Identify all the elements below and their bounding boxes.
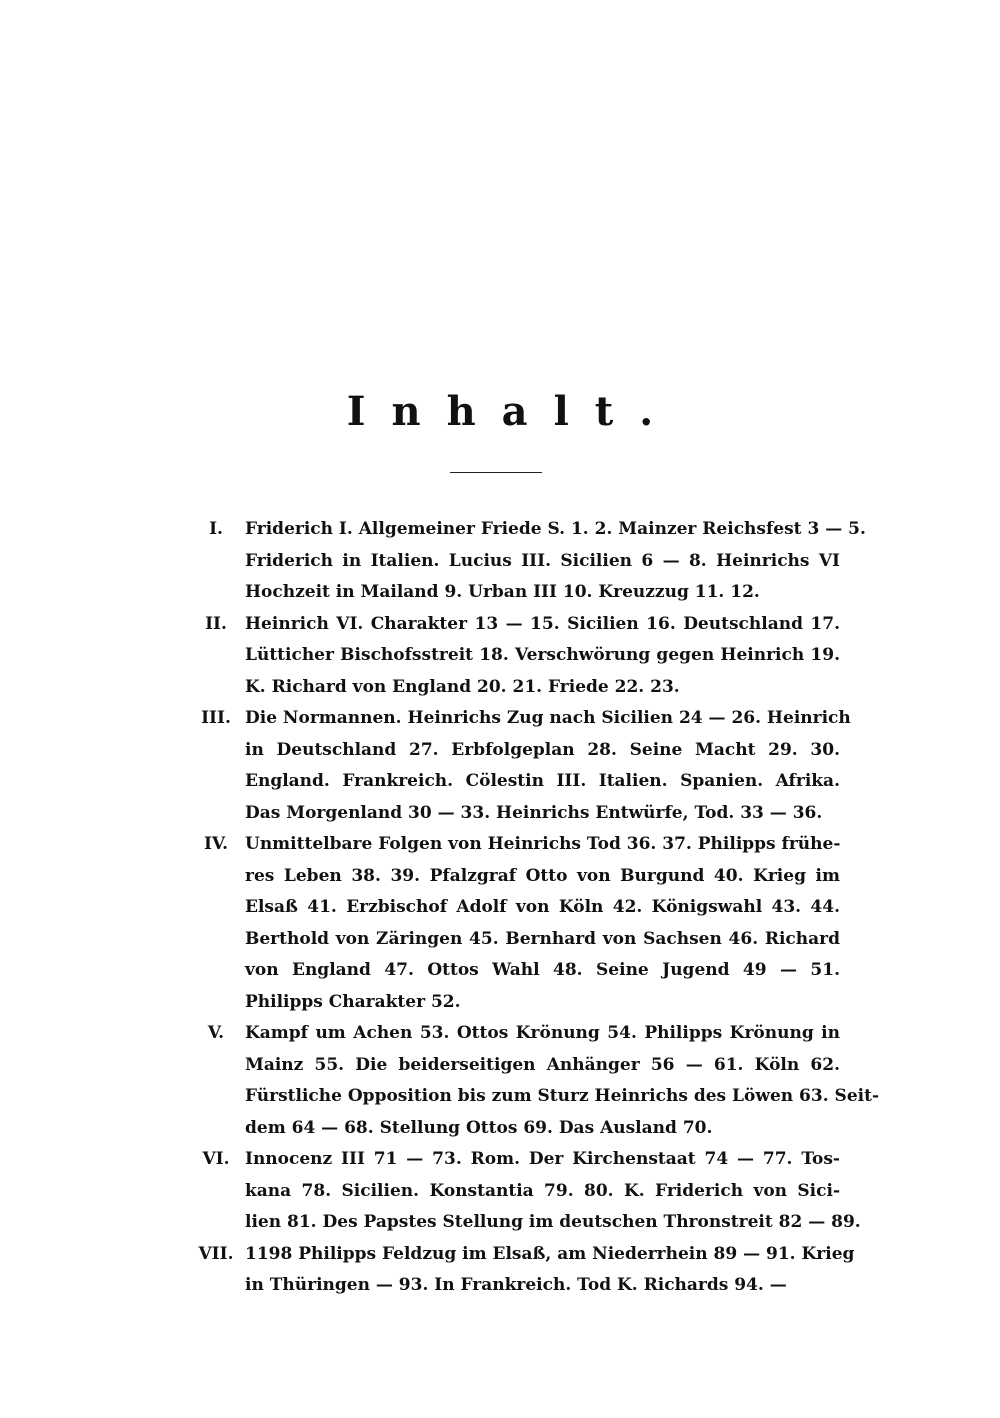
toc-entry [195, 703, 851, 829]
toc-entry [195, 829, 845, 1018]
toc-entry [195, 1018, 879, 1144]
toc-line: Lütticher Bischofsstreit 18. Verschwörung gegen Heinrich 19. [245, 645, 840, 665]
chapter-number: II. [205, 613, 227, 634]
chapter-number: IV. [203, 834, 229, 854]
toc-line: Elsaß 41. Erzbischof Adolf von Köln 42. Königswahl 43. 44. [245, 897, 840, 917]
toc-line: res Leben 38. 39. Pfalzgraf Otto von Burgund 40. Krieg im [245, 865, 840, 886]
toc-line: von England 47. Ottos Wahl 48. Seine Jugend 49 — 51. [245, 960, 840, 980]
toc-line: Die Normannen. Heinrichs Zug nach Sicilien 24 — 26. Heinrich [245, 708, 851, 728]
toc-line: 1198 Philipps Feldzug im Elsaß, am Niederrhein 89 — 91. Krieg [245, 1243, 855, 1264]
toc-line: dem 64 — 68. Stellung Ottos 69. Das Ausland 70. [245, 1117, 713, 1138]
toc-line: Hochzeit in Mailand 9. Urban III 10. Kreuzzug 11. 12. [245, 582, 760, 602]
toc-line: kana 78. Sicilien. Konstantia 79. 80. K. Friderich von Sici- [245, 1180, 840, 1201]
chapter-number: III. [201, 708, 231, 728]
toc-line: Das Morgenland 30 — 33. Heinrichs Entwürfe, Tod. 33 — 36. [245, 802, 823, 823]
toc-line: K. Richard von England 20. 21. Friede 22. 23. [245, 676, 680, 697]
toc-line: Philipps Charakter 52. [245, 991, 461, 1012]
toc-line: Fürstliche Opposition bis zum Sturz Heinrichs des Löwen 63. Seit- [245, 1086, 879, 1106]
page-title: Inhalt. [346, 388, 680, 435]
title-divider [450, 472, 542, 473]
toc-line: lien 81. Des Papstes Stellung im deutschen Thronstreit 82 — 89. [245, 1212, 861, 1232]
toc-line: in Deutschland 27. Erbfolgeplan 28. Seine Macht 29. 30. [245, 739, 840, 760]
toc-line: in Thüringen — 93. In Frankreich. Tod K. Richards 94. — [245, 1275, 787, 1295]
toc-line: Heinrich VI. Charakter 13 — 15. Sicilien 16. Deutschland 17. [245, 613, 840, 634]
toc-entry [195, 609, 845, 704]
toc-line: Unmittelbare Folgen von Heinrichs Tod 36. 37. Philipps frühe- [245, 834, 841, 854]
toc-entry [195, 514, 866, 609]
toc-line: Friderich in Italien. Lucius III. Sicilien 6 — 8. Heinrichs VI [245, 550, 840, 571]
toc-line: Friderich I. Allgemeiner Friede S. 1. 2. Mainzer Reichsfest 3 — 5. [245, 519, 866, 539]
chapter-number: VII. [198, 1243, 234, 1264]
chapter-number: I. [209, 519, 223, 539]
chapter-number: VI. [202, 1149, 230, 1169]
toc-entry [195, 1239, 855, 1302]
toc-line: Mainz 55. Die beiderseitigen Anhänger 56 — 61. Köln 62. [245, 1054, 840, 1075]
toc-line: Innocenz III 71 — 73. Rom. Der Kirchenstaat 74 — 77. Tos- [245, 1149, 840, 1169]
table-of-contents [195, 514, 879, 1302]
toc-line: Kampf um Achen 53. Ottos Krönung 54. Philipps Krönung in [245, 1023, 840, 1043]
toc-entry [195, 1144, 861, 1239]
chapter-number: V. [207, 1023, 225, 1043]
toc-line: Berthold von Zäringen 45. Bernhard von Sachsen 46. Richard [245, 928, 840, 949]
toc-line: England. Frankreich. Cölestin III. Italien. Spanien. Afrika. [245, 771, 840, 791]
